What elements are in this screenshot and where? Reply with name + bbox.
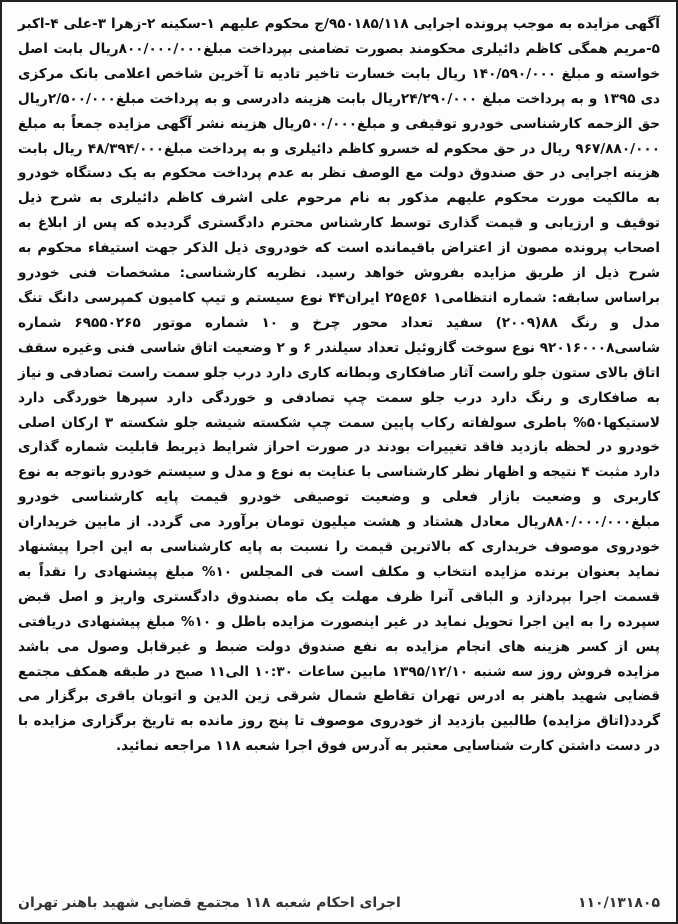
auction-notice-text: آگهی مزایده به موجب پرونده اجرایی ۹۵۰۱۸۵/۱۱۸/ج محکوم علیهم ۱-سکینه ۲-زهرا ۳-علی ۴-اکبر ۵-مریم همگی کاظم دائیلری محکومند بصورت تضامنی بپرداخت مبلغ۸۰۰/۰۰۰/۰۰۰ریال بابت اصل خواسته و مبلغ ۱۴۰/۵۹۰/۰۰۰ ریال بابت خسارت تاخیر تادیه تا آخرین شاخص اعلامی بانک مرکزی دی ۱۳۹۵ و به پرداخت مبلغ ۲۴/۲۹۰/۰۰۰ریال بابت هزینه دادرسی و به پرداخت مبلغ۲/۵۰۰/۰۰۰ریال حق الزحمه کارشناسی خودرو توقیفی و مبلغ۵۰۰/۰۰۰ریال هزینه نشر آگهی مزایده جمعاً به مبلغ ۹۶۷/۸۸۰/۰۰۰ ریال در حق محکوم له خسرو کاظم دائیلری و به پرداخت مبلغ۴۸/۳۹۴/۰۰۰ ریال بابت هزینه اجرایی در حق صندوق دولت مع الوصف نظر به عدم پرداخت محکوم به یک دستگاه خودرو به مالکیت مورت محکوم علیهم مذکور به نام مرحوم علی اشرف کاظم دائیلری به شرح ذیل توقیف و ارزیابی و قیمت گذاری توسط کارشناس محترم دادگستری گردیده که پس از ابلاغ به اصحاب پرونده مصون از اعتراض باقیمانده است که خودروی ذیل الذکر جهت استیفاء محکوم به شرح ذیل از طریق مزایده بفروش خواهد رسید. نظریه کارشناسی: مشخصات فنی خودرو براساس سابقه: شماره انتظامی۱ ۵۶ع۲۵ ایران۴۴ نوع سیستم و تیپ کامیون کمپرسی دانگ تنگ مدل و رنگ ۸۸(۲۰۰۹) سفید تعداد محور چرخ و ۱۰ شماره موتور ۶۹۵۵۰۲۶۵ شماره شاسی۹۲۰۱۶۰۰۰۸ نوع سوخت گازوئیل تعداد سیلندر ۶ و ۲ وضعیت اتاق شاسی فنی وغیره سقف اتاق بالای ستون جلو راست آثار صافکاری وبطانه کاری دارد درب جلو سمت راست تصادفی و نیاز به صافکاری و رنگ دارد درب جلو سمت چپ تصادفی و خوردگی دارد سپرها خوردگی دارد لاستیکها۵۰% باطری سولفاته رکاب پایین سمت چپ شکسته شیشه جلو شکسته ۳ ارکان اصلی خودرو در لحظه بازدید فاقد تغییرات بودند در صورت احراز شرایط ذیربط قابلیت شماره گذاری دارد مثبت ۴ نتیجه و اظهار نظر کارشناسی با عنایت به نوع و مدل و سیستم خودرو باتوجه به نوع کاربری و وضعیت بازار فعلی و وضعیت توصیفی خودرو قیمت پایه کارشناسی خودرو مبلغ۸۸۰/۰۰۰/۰۰۰ریال معادل هشتاد و هشت میلیون تومان برآورد می گردد. از مابین خریداران خودروی موصوف خریداری که بالاترین قیمت را نسبت به پایه کارشناسی به این اجرا پیشنهاد نماید بعنوان برنده مزایده انتخاب و مکلف است فی المجلس ۱۰% مبلغ پیشنهادی را نقداً به قسمت اجرا بپردازد و الباقی آنرا ظرف مهلت یک ماه بصندوق دادگستری واریز و اصل قبض سپرده را به این اجرا تحویل نماید در غیر اینصورت مزایده باطل و ۱۰% مبلغ پیشنهادی دریافتی پس از کسر هزینه های انجام مزایده به نفع صندوق دولت ضبط و غیرقابل وصول می باشد مزایده فروش روز سه شنبه ۱۳۹۵/۱۲/۱۰ مابین ساعات ۱۰:۳۰ الی۱۱ صبح در طبقه همکف مجتمع قضایی شهید باهنر به ادرس تهران تقاطع شمال شرقی زین الدین و اتوبان باقری برگزار می گردد(اتاق مزایده) طالبین بازدید از خودروی موصوف تا پنج روز مانده به تاریخ برگزاری مزایده با در دست داشتن کارت شناسایی معتبر به آدرس فوق اجرا شعبه ۱۱۸ مراجعه نمائید.: [18, 16, 661, 755]
issuer-signature: اجرای احکام شعبه ۱۱۸ مجتمع قضایی شهید باهنر تهران: [18, 895, 401, 911]
notice-number: ۱۱۰/۱۳۱۸۰۵: [577, 895, 660, 911]
notice-footer: [18, 888, 660, 918]
